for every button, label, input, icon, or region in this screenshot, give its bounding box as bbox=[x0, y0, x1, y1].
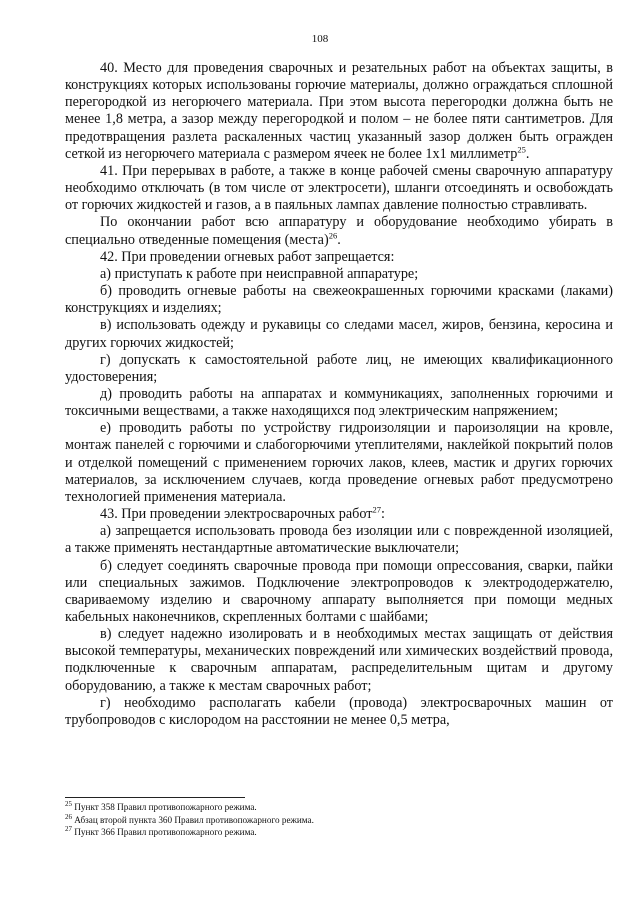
footnote-mark: 26 bbox=[65, 812, 72, 821]
footnote-25 bbox=[65, 801, 613, 814]
list-item-43v: в) следует надежно изолировать и в необходимых местах защищать от действия высокой температуры, механических повреждений или химических воздействий провода, подключенные к сварочным аппаратам, распределительным щитам и другому оборудованию, а также к местам сварочных работ; bbox=[65, 626, 613, 694]
list-item-42v: в) использовать одежду и рукавицы со следами масел, жиров, бензина, керосина и других горючих жидкостей; bbox=[65, 317, 613, 351]
footnotes bbox=[65, 801, 613, 839]
paragraph-42: 42. При проведении огневых работ запрещается: bbox=[100, 248, 395, 265]
list-item-43a: а) запрещается использовать провода без изоляции или с поврежденной изоляцией, а также применять нестандартные автоматические выключатели; bbox=[65, 523, 613, 557]
list-item-43g: г) необходимо располагать кабели (провода) электросварочных машин от трубопроводов с кислородом на расстоянии не менее 0,5 метра, bbox=[65, 694, 613, 728]
list-item-42a: а) приступать к работе при неисправной аппаратуре; bbox=[100, 265, 419, 282]
paragraph-41-2 bbox=[65, 214, 613, 248]
footnote-separator bbox=[65, 797, 245, 798]
punctuation: : bbox=[380, 506, 385, 523]
footnote-text: Пункт 358 Правил противопожарного режима. bbox=[72, 802, 257, 812]
document-body bbox=[65, 60, 613, 729]
list-item-43b: б) следует соединять сварочные провода при помощи опрессования, сварки, пайки или специальных зажимов. Подключение электропроводов к электрододержателю, свариваемому изделию и сварочному аппарату выполняется при помощи медных кабельных наконечников, скрепленных болтами с шайбами; bbox=[65, 557, 613, 625]
paragraph-text: По окончании работ всю аппаратуру и оборудование необходимо убирать в специально отведенные помещения (места) bbox=[65, 214, 613, 248]
footnote-ref: 27 bbox=[372, 504, 381, 515]
page-number: 108 bbox=[311, 33, 329, 45]
footnote-26 bbox=[65, 814, 613, 827]
paragraph-text: 40. Место для проведения сварочных и резательных работ на объектах защиты, в конструкциях которых использованы горючие материалы, должно ограждаться сплошной перегородкой из негорючего материала. При этом высота перегородки должна быть не менее 1,8 метра, а зазор между перегородкой и полом – не более пяти сантиметров. Для предотвращения разлета раскаленных частиц указанный зазор должен быть огражден сеткой из негорючего материала с размером ячеек не более 1x1 миллиметр bbox=[65, 60, 613, 162]
footnote-text: Пункт 366 Правил противопожарного режима. bbox=[72, 827, 257, 837]
paragraph-41: 41. При перерывах в работе, а также в конце рабочей смены сварочную аппаратуру необходимо отключать (в том числе от электросети), шланги отсоединять и освобождать от горючих жидкостей и газов, а в паяльных лампах давление полностью стравливать. bbox=[65, 162, 613, 214]
punctuation: . bbox=[525, 145, 530, 162]
footnote-ref: 25 bbox=[517, 144, 526, 155]
paragraph-43 bbox=[65, 506, 613, 523]
paragraph-40 bbox=[65, 60, 613, 163]
footnote-mark: 27 bbox=[65, 824, 72, 833]
paragraph-text: 43. При проведении электросварочных работ bbox=[100, 506, 373, 523]
list-item-42g: г) допускать к самостоятельной работе лиц, не имеющих квалификационного удостоверения; bbox=[65, 351, 613, 385]
footnote-mark: 25 bbox=[65, 799, 72, 808]
list-item-42d: д) проводить работы на аппаратах и коммуникациях, заполненных горючими и токсичными веществами, а также находящихся под электрическим напряжением; bbox=[65, 385, 613, 420]
list-item-42b: б) проводить огневые работы на свежеокрашенных горючими красками (лаками) конструкциях и изделиях; bbox=[65, 283, 613, 317]
list-item-42e: е) проводить работы по устройству гидроизоляции и пароизоляции на кровле, монтаж панелей с горючими и слабогорючими утеплителями, наклейкой покрытий полов и отделкой помещений с применением горючих лаков, клеев, мастик и других горючих материалов, за исключением случаев, когда проведение огневых работ предусмотрено технологией применения материала. bbox=[65, 420, 613, 505]
punctuation: . bbox=[337, 231, 341, 248]
footnote-27 bbox=[65, 826, 613, 839]
footnote-text: Абзац второй пункта 360 Правил противопожарного режима. bbox=[72, 814, 314, 825]
footnote-ref: 26 bbox=[328, 229, 338, 240]
